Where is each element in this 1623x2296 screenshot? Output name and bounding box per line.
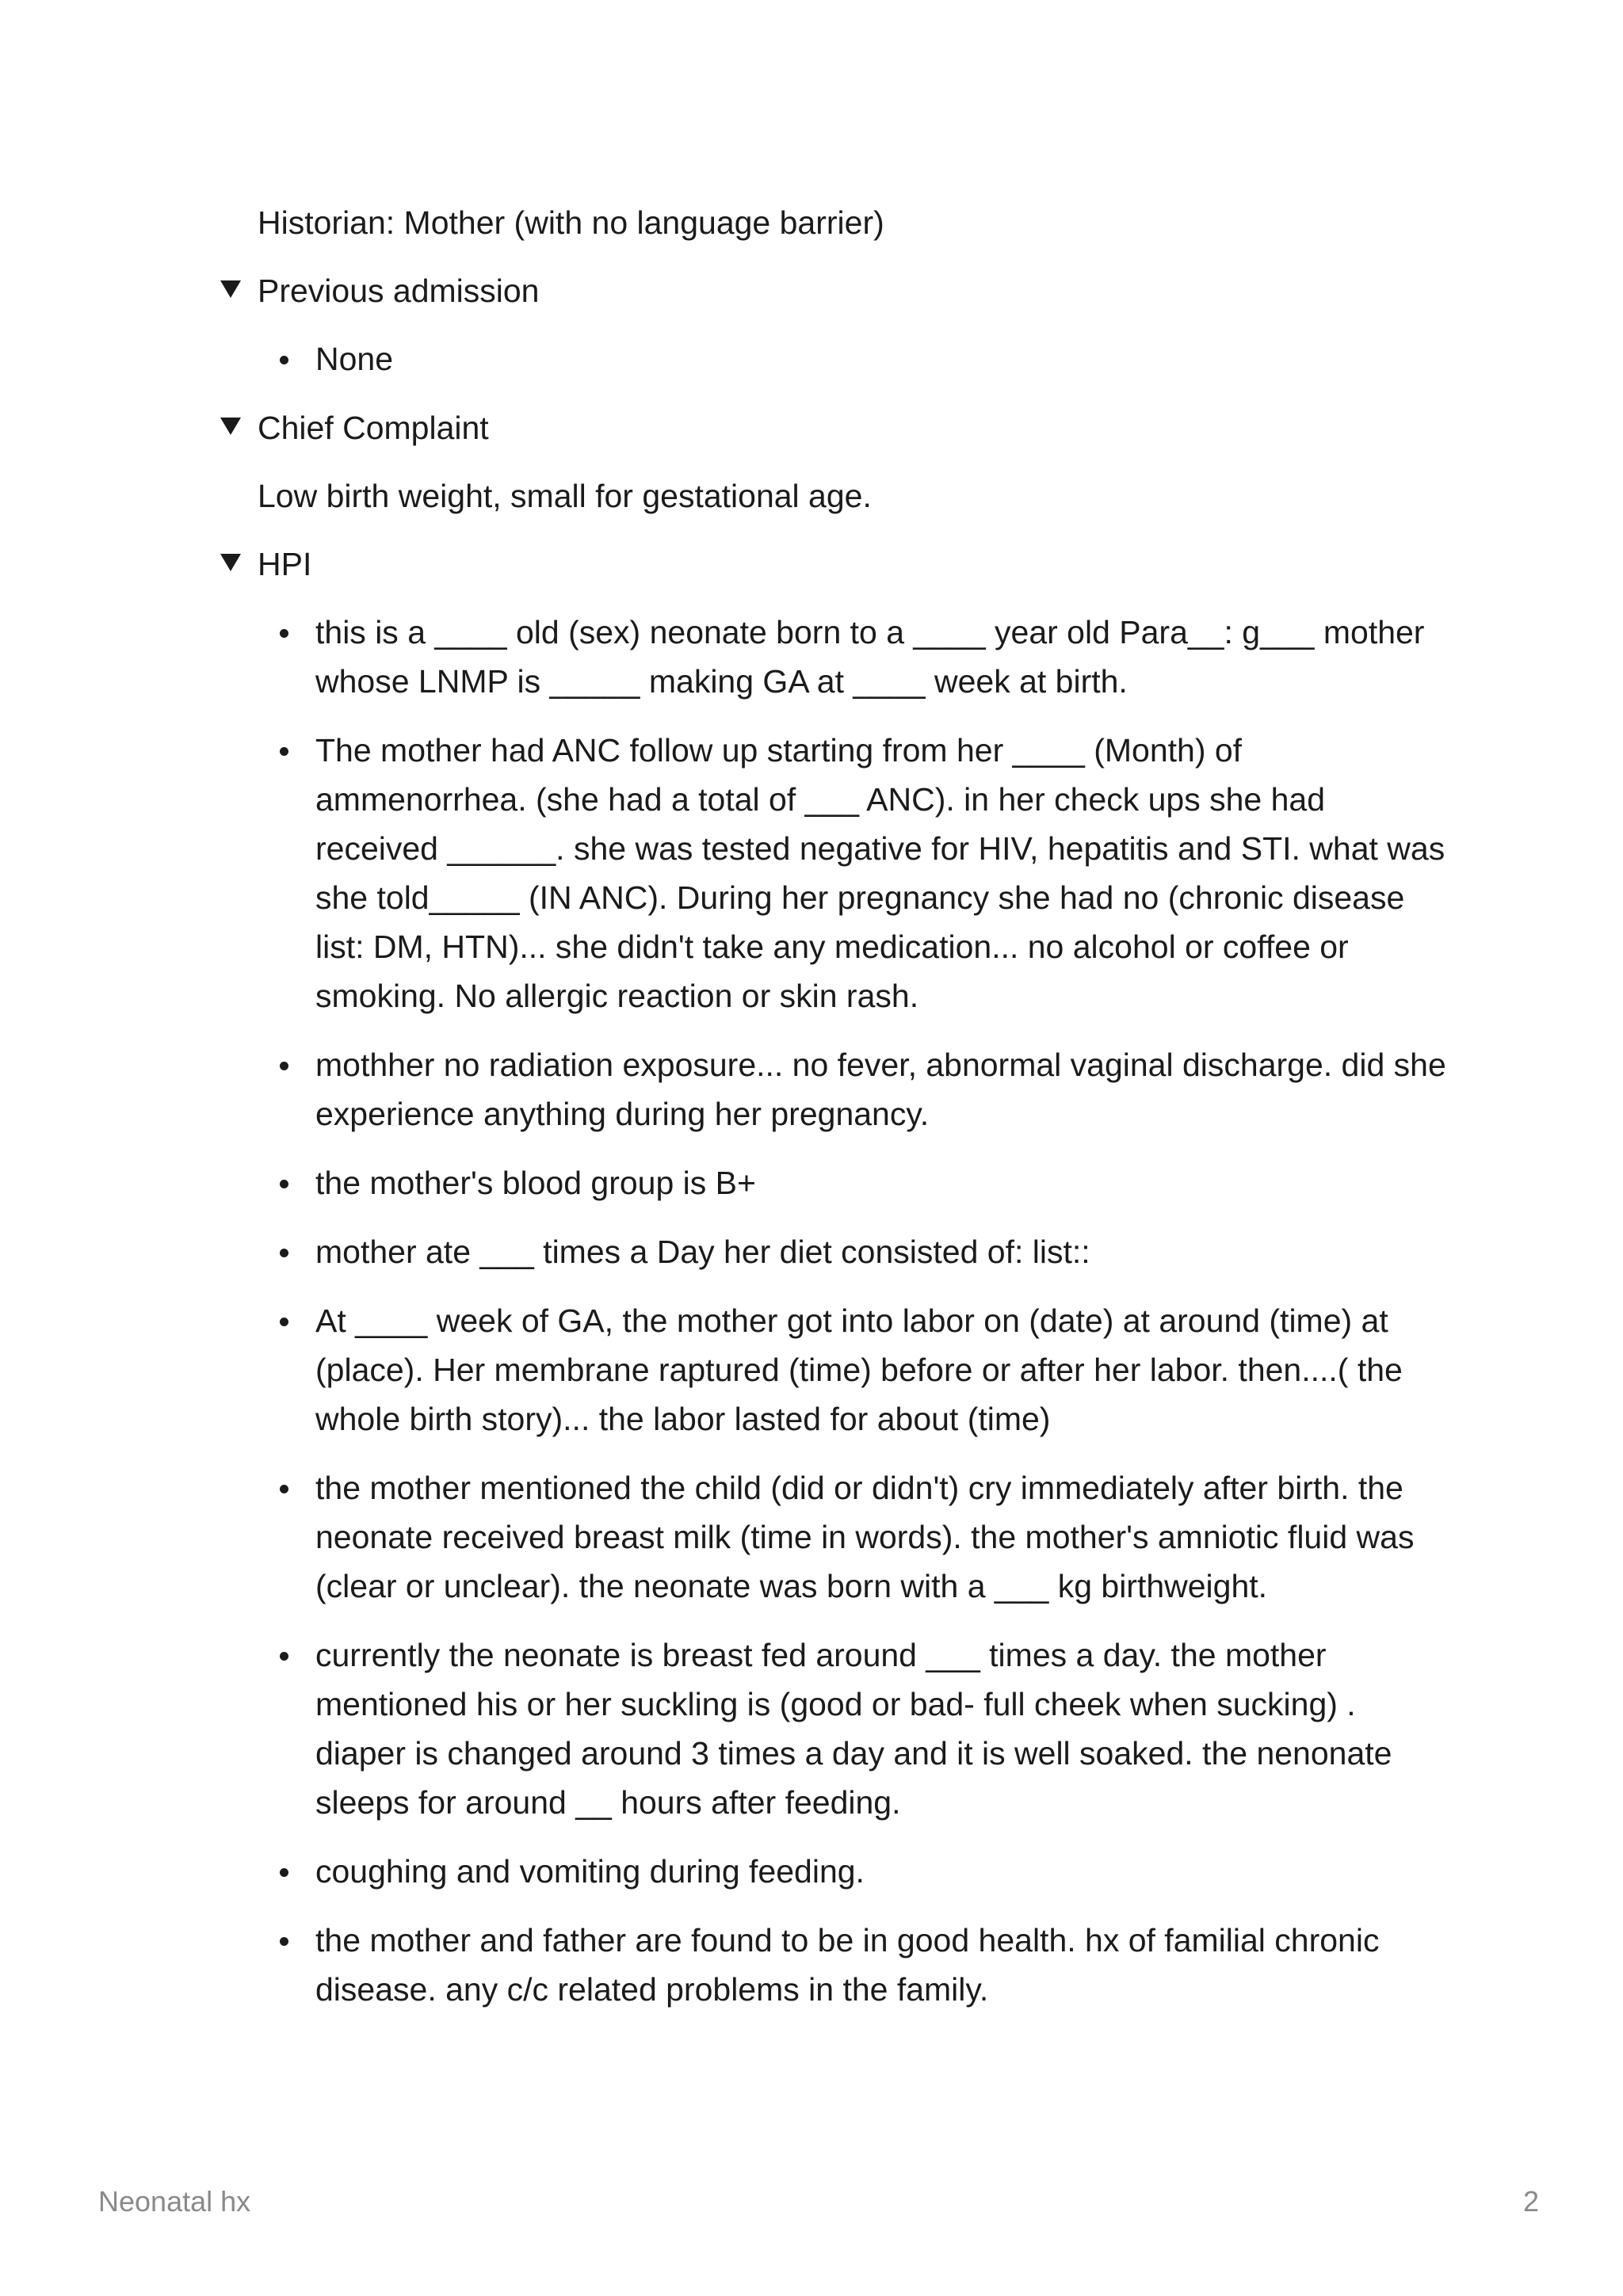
list-item: mother ate ___ times a Day her diet consisted of: list::: [315, 1227, 1455, 1276]
historian-text: Historian: Mother (with no language barrier): [258, 204, 884, 241]
toggle-triangle-icon[interactable]: [220, 418, 241, 435]
toggle-triangle-icon[interactable]: [220, 280, 241, 298]
document-content: [219, 198, 1455, 2034]
toggle-title: Chief Complaint: [258, 410, 489, 446]
toggle-triangle-icon[interactable]: [220, 554, 241, 571]
list-item: At ____ week of GA, the mother got into labor on (date) at around (time) at (place). Her membrane raptured (time) before or after her labor. then....( the whole birth story)... the labor lasted for about (time): [315, 1296, 1455, 1444]
hpi-list: [219, 608, 1455, 2014]
toggle-title: HPI: [258, 546, 312, 582]
list-item: coughing and vomiting during feeding.: [315, 1847, 1455, 1896]
chief-complaint-text: Low birth weight, small for gestational age.: [258, 478, 872, 514]
footer-page-number: 2: [1522, 2185, 1539, 2218]
list-item: The mother had ANC follow up starting from her ____ (Month) of ammenorrhea. (she had a total of ___ ANC). in her check ups she had received ______. she was tested negative for HIV, hepatitis and STI. what was she told_____ (IN ANC). During her pregnancy she had no (chronic disease list: DM, HTN)... she didn't take any medication... no alcohol or coffee or smoking. No allergic reaction or skin rash.: [315, 726, 1455, 1020]
list-item: the mother's blood group is B+: [315, 1158, 1455, 1207]
toggle-chief-complaint[interactable]: [219, 403, 1455, 452]
previous-admission-list: [219, 334, 1455, 383]
list-item: the mother mentioned the child (did or didn't) cry immediately after birth. the neonate received breast milk (time in words). the mother's amniotic fluid was (clear or unclear). the neonate was born with a ___ kg birthweight.: [315, 1463, 1455, 1611]
list-item: currently the neonate is breast fed around ___ times a day. the mother mentioned his or her suckling is (good or bad- full cheek when sucking) . diaper is changed around 3 times a day and it is well soaked. the nenonate sleeps for around __ hours after feeding.: [315, 1630, 1455, 1827]
list-item: None: [315, 334, 1455, 383]
list-item: the mother and father are found to be in good health. hx of familial chronic disease. any c/c related problems in the family.: [315, 1916, 1455, 2014]
footer-document-title: Neonatal hx: [98, 2185, 251, 2218]
toggle-previous-admission[interactable]: [219, 266, 1455, 315]
list-item: this is a ____ old (sex) neonate born to a ____ year old Para__: g___ mother whose LNMP is _____ making GA at ____ week at birth.: [315, 608, 1455, 706]
toggle-hpi[interactable]: [219, 540, 1455, 589]
toggle-title: Previous admission: [258, 273, 540, 309]
list-item: mothher no radiation exposure... no fever, abnormal vaginal discharge. did she experience anything during her pregnancy.: [315, 1040, 1455, 1138]
